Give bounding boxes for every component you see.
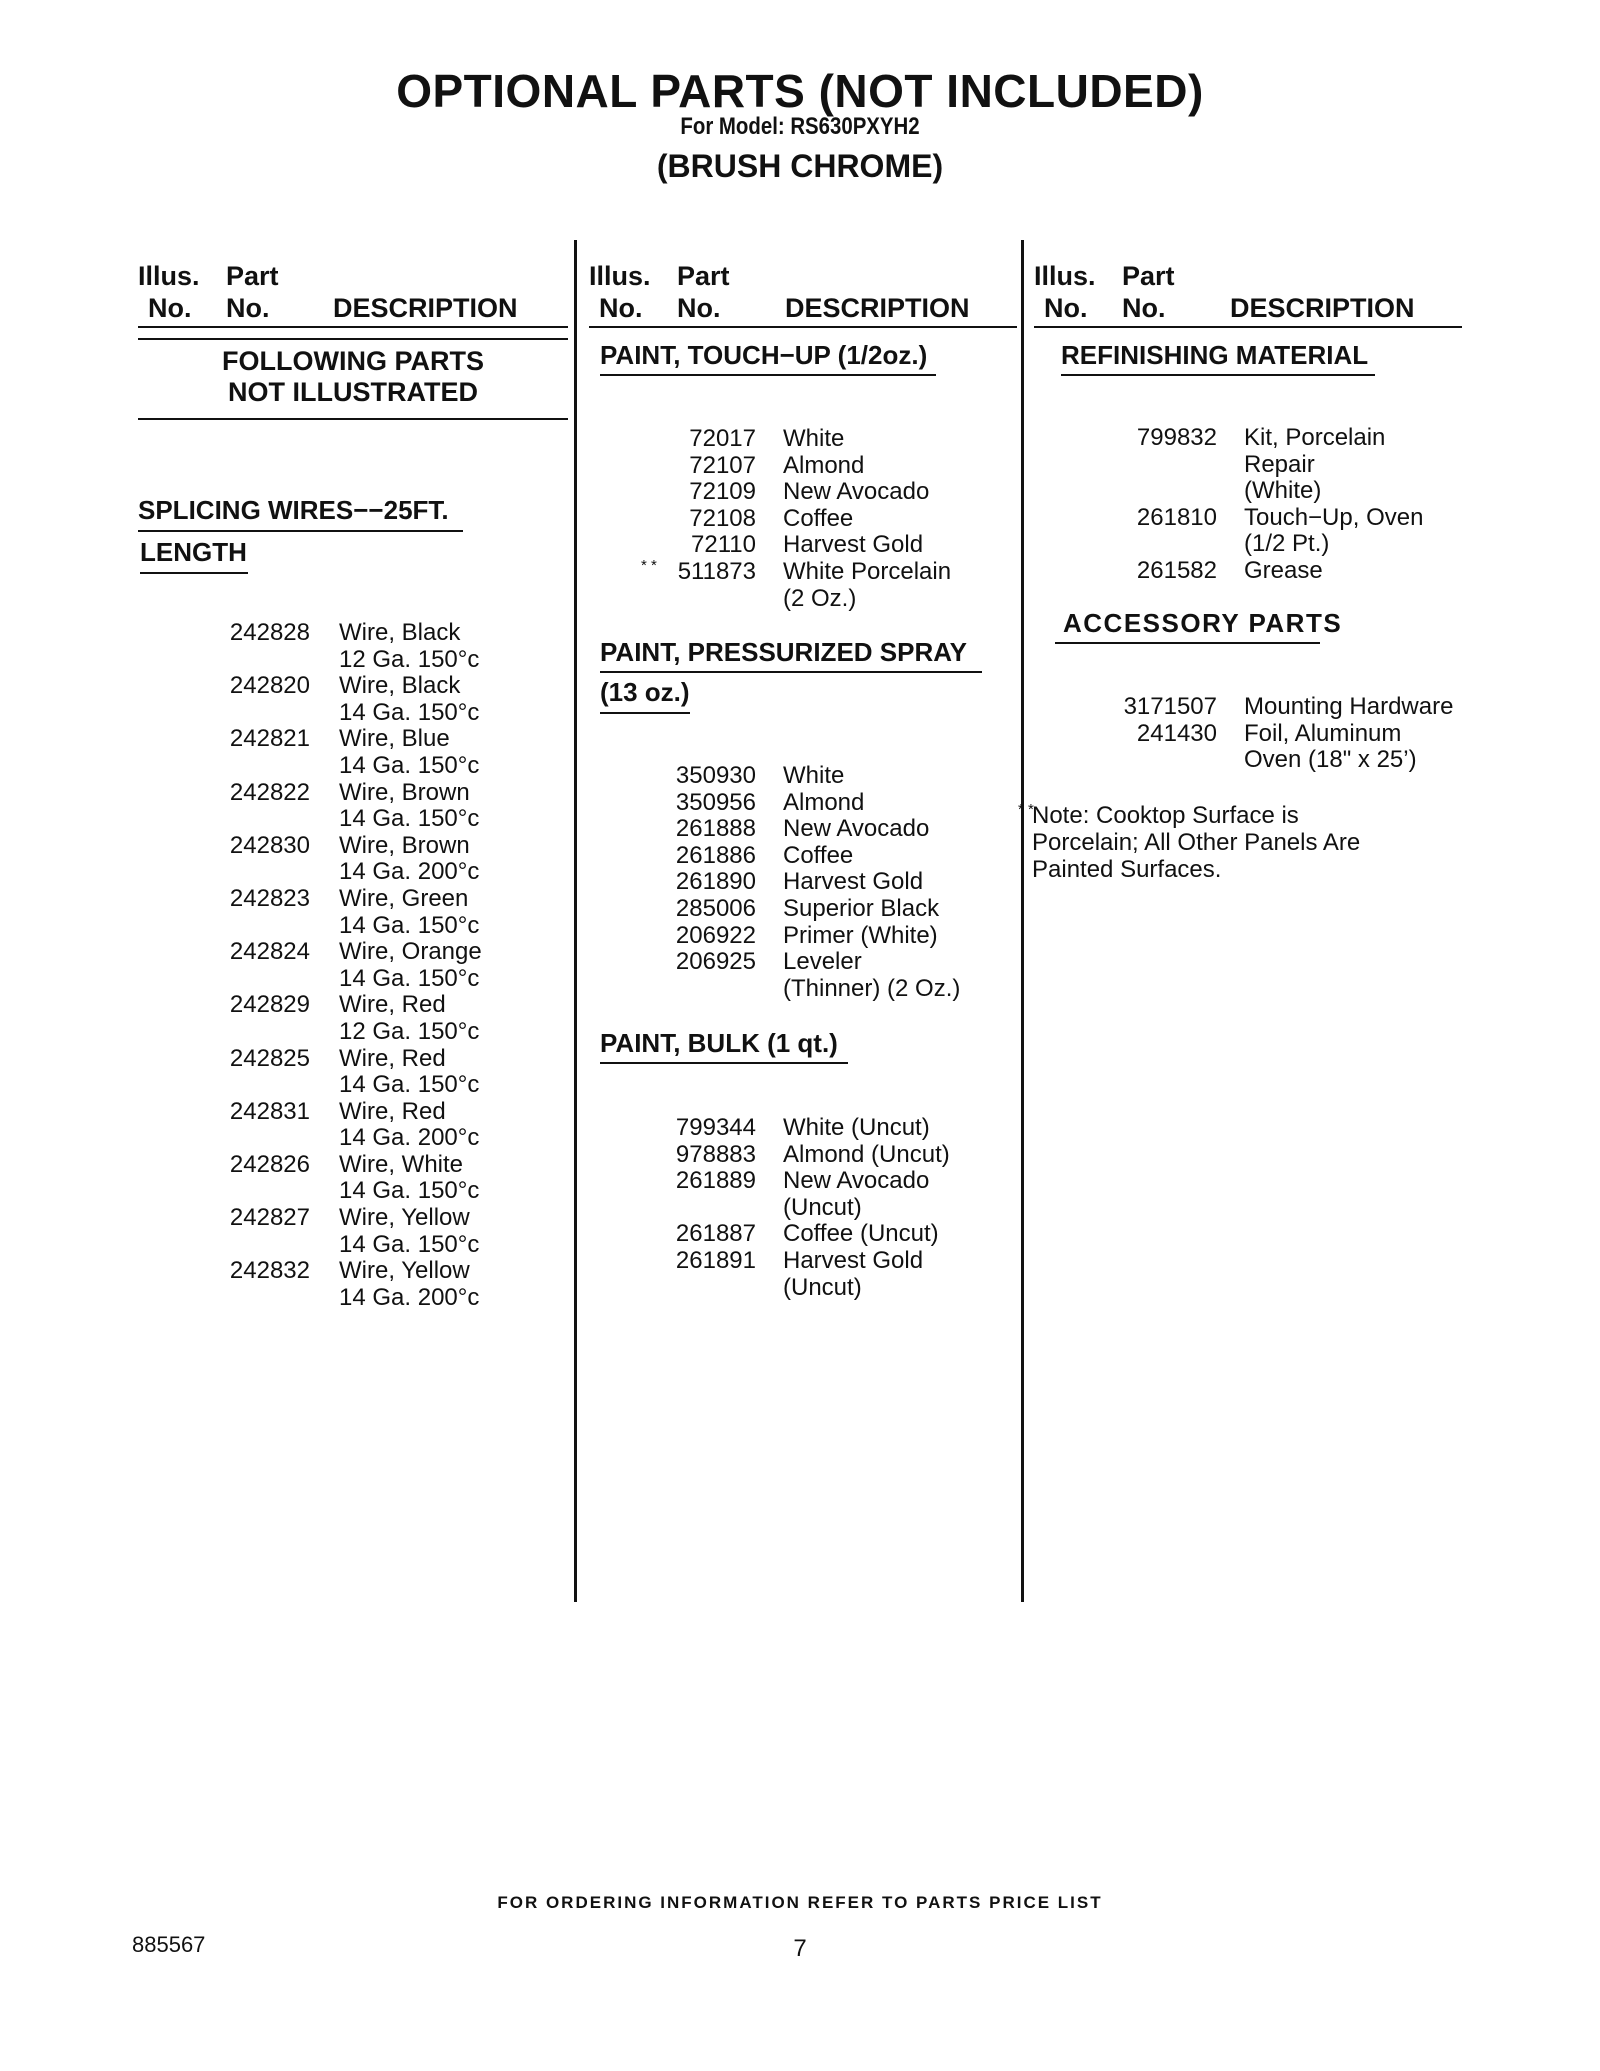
column-header	[1034, 260, 1462, 328]
description-line: White	[783, 425, 845, 452]
part-row	[0, 816, 960, 843]
part-row	[0, 949, 960, 1002]
finish-subtitle: (BRUSH CHROME)	[656, 148, 944, 184]
part-description	[783, 790, 960, 817]
part-row	[0, 1142, 950, 1169]
description-line: Wire, Orange	[339, 938, 482, 966]
part-row	[0, 790, 960, 817]
part-description	[783, 923, 960, 950]
description-line: Touch−Up, Oven	[1244, 503, 1424, 531]
description-line: 14 Ga. 150°c	[339, 1230, 480, 1258]
part-number: 3171507	[1123, 693, 1217, 720]
ordering-info: FOR ORDERING INFORMATION REFER TO PARTS PRICE LIST	[497, 1893, 1103, 1912]
section-rule	[138, 418, 568, 420]
part-number: 261889	[675, 1167, 756, 1195]
part-number: 206925	[675, 948, 756, 976]
description-line: White	[783, 762, 845, 789]
parts-list-bulk	[0, 1115, 950, 1301]
header-illus-no: No.	[148, 293, 192, 323]
section-line: NOT ILLUSTRATED	[228, 377, 478, 407]
part-number: 261582	[1136, 556, 1217, 584]
description-line: Superior Black	[783, 894, 940, 922]
part-row	[0, 505, 1423, 558]
part-description	[783, 816, 960, 843]
description-line: New Avocado	[783, 1167, 930, 1195]
section-underline	[1055, 642, 1320, 644]
header-rule	[138, 326, 568, 328]
description-line: 14 Ga. 150°c	[339, 751, 480, 779]
description-line: 14 Ga. 200°c	[339, 1283, 480, 1311]
description-line: 14 Ga. 150°c	[339, 698, 480, 726]
description-line: Coffee	[783, 841, 854, 869]
description-line: Wire, Black	[339, 619, 461, 646]
part-row	[0, 896, 960, 923]
description-line: Almond	[783, 451, 865, 479]
part-row	[0, 721, 1453, 774]
part-row	[0, 923, 960, 950]
part-number: 978883	[675, 1140, 756, 1168]
description-line: Wire, Blue	[339, 725, 450, 753]
porcelain-note	[1018, 801, 1361, 883]
part-number: 261887	[675, 1220, 756, 1248]
header-illus-no: No.	[599, 293, 643, 323]
section-line: FOLLOWING PARTS	[222, 346, 484, 376]
part-number: 350956	[675, 788, 756, 816]
part-description	[1244, 558, 1423, 585]
parts-list-spray	[0, 763, 960, 1002]
page-number: 7	[793, 1935, 807, 1962]
header-part: Part	[226, 261, 279, 291]
part-row	[0, 1168, 950, 1221]
description-line: Repair	[1244, 450, 1315, 478]
description-line: Primer (White)	[783, 921, 938, 949]
section-title-splicing-wires: SPLICING WIRES−−25FT.	[138, 495, 449, 525]
description-line: White Porcelain	[783, 557, 952, 585]
part-description	[783, 869, 960, 896]
description-line: 14 Ga. 150°c	[339, 964, 480, 992]
part-number: 242825	[229, 1044, 310, 1072]
part-number: 242823	[229, 884, 310, 912]
description-line: (2 Oz.)	[783, 584, 857, 612]
header-description: DESCRIPTION	[1230, 293, 1415, 323]
header-part: Part	[1122, 261, 1175, 291]
section-title-spray-size: (13 oz.)	[600, 677, 690, 707]
header-part-no: No.	[226, 293, 270, 323]
part-description	[339, 1046, 482, 1099]
part-row	[0, 1115, 950, 1142]
header-rule	[589, 326, 1017, 328]
description-line: Harvest Gold	[783, 531, 924, 559]
part-description	[783, 1248, 950, 1301]
part-number: 799832	[1136, 424, 1217, 451]
description-line: Grease	[1244, 556, 1323, 584]
header-part-no: No.	[677, 293, 721, 323]
part-number: 72107	[689, 451, 756, 479]
header-description: DESCRIPTION	[785, 293, 970, 323]
parts-list-refinishing	[0, 425, 1423, 585]
column-header	[589, 260, 1017, 328]
header-illus: Illus.	[589, 261, 651, 291]
description-line: New Avocado	[783, 478, 930, 506]
description-line: Wire, Black	[339, 672, 461, 700]
header-illus: Illus.	[138, 261, 200, 291]
part-row	[0, 869, 960, 896]
note-line: Porcelain; All Other Panels Are	[1032, 829, 1361, 856]
section-underline	[600, 374, 936, 376]
header-description: DESCRIPTION	[333, 293, 518, 323]
part-number: 261888	[675, 815, 756, 843]
description-line: Wire, Red	[339, 991, 446, 1019]
description-line: Kit, Porcelain	[1244, 424, 1386, 451]
description-line: Mounting Hardware	[1244, 693, 1454, 720]
parts-list-accessory	[0, 694, 1453, 774]
description-line: Wire, Red	[339, 1044, 446, 1072]
section-title-length: LENGTH	[140, 537, 247, 567]
description-line: 14 Ga. 150°c	[339, 911, 480, 939]
part-number: 242831	[229, 1097, 310, 1125]
description-line: Wire, Yellow	[339, 1204, 470, 1232]
part-number: 242822	[229, 778, 310, 806]
section-title-accessory: ACCESSORY PARTS	[1063, 608, 1343, 638]
part-description	[783, 1221, 950, 1248]
section-rule	[138, 338, 568, 340]
document-number: 885567	[132, 1932, 206, 1957]
description-line: (White)	[1244, 477, 1322, 505]
header-part: Part	[677, 261, 730, 291]
part-row	[0, 1046, 482, 1099]
part-description	[339, 620, 482, 673]
description-line: Harvest Gold	[783, 1246, 924, 1274]
description-line: New Avocado	[783, 815, 930, 843]
part-description	[1244, 694, 1453, 721]
description-line: Coffee	[783, 504, 854, 532]
part-number: 72108	[689, 504, 756, 532]
section-title-bulk: PAINT, BULK (1 qt.)	[600, 1028, 838, 1058]
note-line: Painted Surfaces.	[1032, 856, 1222, 883]
part-number: 242820	[229, 672, 310, 700]
description-line: 14 Ga. 200°c	[339, 1124, 480, 1152]
page-title: OPTIONAL PARTS (NOT INCLUDED)	[396, 65, 1204, 117]
section-title-refinishing: REFINISHING MATERIAL	[1061, 340, 1369, 370]
header-part-no: No.	[1122, 293, 1166, 323]
part-number: 242829	[229, 991, 310, 1019]
asterisk-marker: * *	[641, 556, 657, 574]
part-row	[0, 1248, 950, 1301]
part-number: 242826	[229, 1150, 310, 1178]
description-line: Wire, White	[339, 1150, 464, 1178]
model-subtitle: For Model: RS630PXYH2	[680, 113, 920, 140]
part-row	[0, 425, 1423, 505]
part-description	[783, 949, 960, 1002]
part-number: 261890	[675, 868, 756, 896]
part-description	[1244, 425, 1423, 505]
description-line: Almond	[783, 788, 865, 816]
part-number: 242832	[229, 1257, 310, 1285]
header-rule	[1034, 326, 1462, 328]
part-description	[783, 1168, 950, 1221]
part-number: 242827	[229, 1204, 310, 1232]
description-line: Harvest Gold	[783, 868, 924, 896]
description-line: 12 Ga. 150°c	[339, 1017, 480, 1045]
part-number: 242821	[229, 725, 310, 753]
description-line: 12 Ga. 150°c	[339, 645, 480, 673]
description-line: Foil, Aluminum	[1244, 719, 1402, 747]
part-row	[0, 694, 1453, 721]
header-illus: Illus.	[1034, 261, 1096, 291]
description-line: 14 Ga. 150°c	[339, 1177, 480, 1205]
part-number: 261891	[675, 1246, 756, 1274]
part-description	[783, 843, 960, 870]
description-line: Leveler	[783, 948, 862, 976]
section-title-not-illustrated	[138, 346, 568, 408]
note-line: Note: Cooktop Surface is	[1032, 802, 1299, 829]
part-row	[0, 620, 482, 673]
description-line: 14 Ga. 150°c	[339, 805, 480, 833]
part-number: 72109	[689, 478, 756, 506]
part-description	[783, 896, 960, 923]
section-underline	[600, 671, 982, 673]
section-underline	[600, 1062, 848, 1064]
part-number: 242830	[229, 831, 310, 859]
description-line: Wire, Yellow	[339, 1257, 470, 1285]
part-description	[1244, 505, 1423, 558]
description-line: 14 Ga. 150°c	[339, 1071, 480, 1099]
section-title-touchup: PAINT, TOUCH−UP (1/2oz.)	[600, 340, 928, 370]
part-description	[783, 1142, 950, 1169]
part-number: 241430	[1136, 719, 1217, 747]
description-line: Oven (18" x 25’)	[1244, 746, 1417, 774]
part-number: 511873	[677, 557, 756, 585]
part-number: 72017	[689, 425, 756, 452]
description-line: Wire, Red	[339, 1097, 446, 1125]
description-line: (Uncut)	[783, 1273, 862, 1301]
description-line: 14 Ga. 200°c	[339, 858, 480, 886]
part-number: 72110	[691, 531, 756, 559]
part-number: 206922	[675, 921, 756, 949]
section-underline	[1061, 374, 1375, 376]
description-line: (1/2 Pt.)	[1244, 530, 1330, 558]
part-row	[0, 1221, 950, 1248]
part-description	[783, 1115, 950, 1142]
description-line: (Uncut)	[783, 1193, 862, 1221]
part-number: 350930	[675, 762, 756, 789]
description-line: Wire, Brown	[339, 831, 470, 859]
column-header	[138, 260, 568, 328]
description-line: (Thinner) (2 Oz.)	[783, 974, 961, 1002]
part-row	[0, 843, 960, 870]
note-asterisk: * *	[1018, 801, 1034, 818]
part-number: 261810	[1136, 503, 1217, 531]
description-line: Coffee (Uncut)	[783, 1220, 939, 1248]
part-number: 261886	[675, 841, 756, 869]
part-row	[0, 558, 1423, 585]
header-illus-no: No.	[1044, 293, 1088, 323]
part-description	[1244, 721, 1453, 774]
part-number: 242828	[229, 619, 310, 646]
part-number: 285006	[675, 894, 756, 922]
description-line: Wire, Brown	[339, 778, 470, 806]
description-line: Almond (Uncut)	[783, 1140, 950, 1168]
description-line: Wire, Green	[339, 884, 469, 912]
section-title-pressurized-spray: PAINT, PRESSURIZED SPRAY	[600, 637, 967, 667]
part-number: 799344	[675, 1114, 756, 1141]
description-line: White (Uncut)	[783, 1114, 930, 1141]
part-number: 242824	[229, 938, 310, 966]
